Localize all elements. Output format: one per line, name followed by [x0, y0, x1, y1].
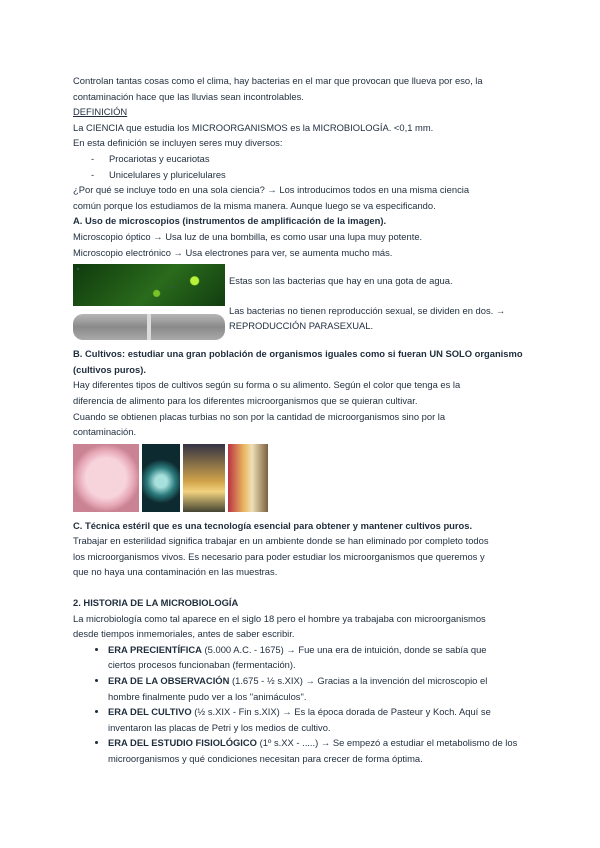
era-desc: (½ s.XIX - Fin s.XIX) → Es la época dorada de Pasteur y Koch. Aquí se — [191, 706, 491, 718]
section-b-text: diferencia de alimento para los diferentes microorganismos que se quieran cultivar. — [73, 394, 418, 406]
list-item — [108, 642, 533, 673]
era-desc: inventaron las placas de Petri y los medios de cultivo. — [108, 721, 331, 733]
section-b-text: Hay diferentes tipos de cultivos según su forma o su alimento. Según el color que tenga es la — [73, 379, 461, 391]
historia-text: desde tiempos inmemoriales, antes de saber escribir. — [73, 628, 295, 640]
caption-line: Estas son las bacterias que hay en una gota de agua. — [229, 275, 453, 287]
list-item — [108, 735, 533, 766]
micrograph-label — [77, 268, 79, 270]
era-desc: (1º s.XX - .....) → Se empezó a estudiar el metabolismo de los — [256, 737, 518, 749]
era-desc: (1.675 - ½ s.XIX) → Gracias a la invención del microscopio el — [229, 675, 488, 687]
micrograph-label — [171, 286, 173, 288]
microscopy-figure-row — [73, 264, 533, 342]
era-desc: (5.000 A.C. - 1675) → Fue una era de intuición, donde se sabía que — [201, 643, 487, 655]
definicion-question: ¿Por qué se incluye todo en una sola ciencia? → Los introducimos todos en una misma ciencia — [73, 184, 470, 196]
petri-dish-image — [73, 444, 139, 512]
definicion-question: común porque los estudiamos de la misma manera. Aunque luego se va especificando. — [73, 199, 436, 211]
section-b-text: contaminación. — [73, 426, 137, 438]
intro-line: Controlan tantas cosas como el clima, hay bacterias en el mar que provocan que llueva por eso, la — [73, 75, 483, 86]
bacteria-fluorescence-image — [73, 264, 225, 306]
section-b-heading: B. Cultivos: estudiar una gran población de organismos iguales como si fueran UN SOLO organismo — [73, 348, 523, 360]
bacteria-division-image — [73, 314, 225, 340]
culture-tube-image — [183, 444, 225, 512]
list-item: - Unicelulares y pluricelulares — [91, 167, 533, 183]
cultures-figure-row — [73, 444, 533, 512]
page-content — [73, 73, 533, 767]
historia-text: La microbiología como tal aparece en el siglo 18 pero el hombre ya trabajaba con microorganismos — [73, 612, 486, 624]
bacteria-micrograph — [73, 264, 225, 342]
era-name: ERA PRECIENTÍFICA — [108, 643, 202, 655]
definicion-list — [73, 151, 533, 182]
microscopio-electronico: Microscopio electrónico → Usa electrones para ver, se aumenta mucho más. — [73, 246, 393, 258]
list-item — [108, 673, 533, 704]
era-name: ERA DE LA OBSERVACIÓN — [108, 675, 230, 687]
caption-line: Las bacterias no tienen reproducción sexual, se dividen en dos. → — [229, 304, 506, 316]
section-c-text: los microorganismos vivos. Es necesario para poder estudiar los microorganismos que queremos y — [73, 550, 485, 562]
section-b-text: Cuando se obtienen placas turbias no son por la cantidad de microorganismos sino por la — [73, 410, 446, 422]
section-c-text: Trabajar en esterilidad significa trabajar en un ambiente donde se han eliminado por completo todos — [73, 535, 489, 547]
culture-media-image — [228, 444, 268, 512]
list-item: - Procariotas y eucariotas — [91, 151, 533, 167]
figure-caption — [225, 264, 505, 342]
era-desc: microorganismos y qué condiciones necesitan para crecer de forma óptima. — [108, 753, 423, 764]
era-name: ERA DEL ESTUDIO FISIOLÓGICO — [108, 737, 257, 749]
colony-plate-image — [142, 444, 180, 512]
intro-line: contaminación hace que las lluvias sean incontrolables. — [73, 90, 304, 102]
microscopio-optico: Microscopio óptico → Usa luz de una bombilla, es como usar una lupa muy potente. — [73, 230, 423, 242]
eras-list — [73, 642, 533, 767]
section-b-heading: (cultivos puros). — [73, 363, 146, 375]
section-spacer — [73, 580, 533, 595]
section-c-heading: C. Técnica estéril que es una tecnología esencial para obtener y mantener cultivos puros. — [73, 519, 473, 531]
list-item — [108, 704, 533, 735]
section-c-text: que no haya una contaminación en las muestras. — [73, 566, 278, 578]
era-name: ERA DEL CULTIVO — [108, 706, 192, 718]
definicion-line: En esta definición se incluyen seres muy diversos: — [73, 137, 283, 149]
definicion-line: La CIENCIA que estudia los MICROORGANISMOS es la MICROBIOLOGÍA. <0,1 mm. — [73, 121, 434, 133]
historia-heading: 2. HISTORIA DE LA MICROBIOLOGÍA — [73, 597, 239, 609]
era-desc: ciertos procesos funcionaban (fermentación). — [108, 659, 296, 671]
section-a-heading: A. Uso de microscopios (instrumentos de amplificación de la imagen). — [73, 215, 387, 227]
era-desc: hombre finalmente pudo ver a los "animáculos". — [108, 690, 307, 702]
division-septum — [147, 314, 151, 340]
caption-line: REPRODUCCIÓN PARASEXUAL. — [229, 320, 374, 332]
definicion-heading: DEFINICIÓN — [73, 106, 128, 118]
